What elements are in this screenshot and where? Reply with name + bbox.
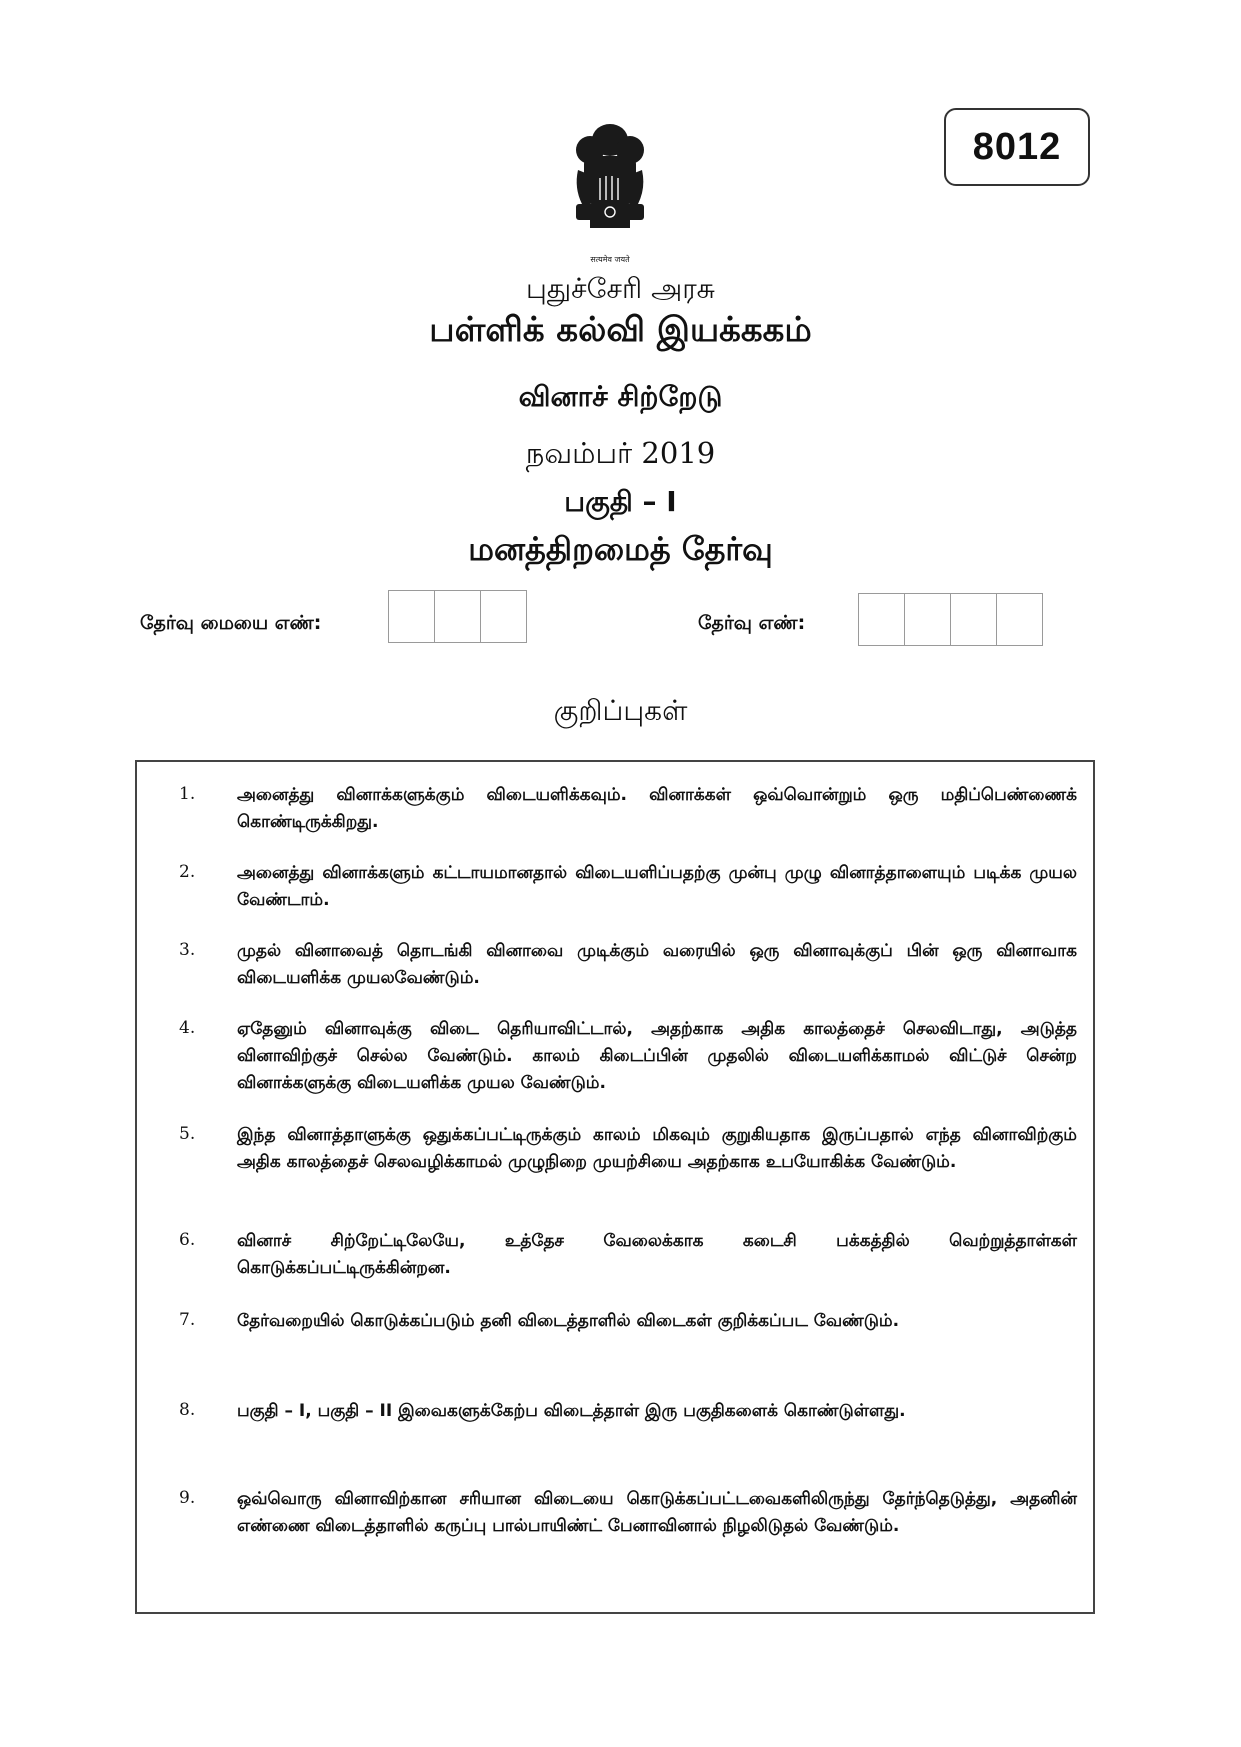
instruction-text: முதல் வினாவைத் தொடங்கி வினாவை முடிக்கும் வரையில் ஒரு வினாவுக்குப் பின் ஒரு வினாவாக விடையளிக்க முயலவேண்டும். — [237, 941, 1077, 988]
instruction-number: 4. — [179, 1018, 196, 1038]
instruction-text: அனைத்து வினாக்களுக்கும் விடையளிக்கவும். வினாக்கள் ஒவ்வொன்றும் ஒரு மதிப்பெண்ணைக் கொண்டிருக்கிறது. — [237, 785, 1077, 832]
instruction-number: 2. — [179, 862, 196, 882]
centre-number-box — [434, 590, 481, 643]
instruction-text: பகுதி – I, பகுதி – II இவைகளுக்கேற்ப விடைத்தாள் இரு பகுதிகளைக் கொண்டுள்ளது. — [237, 1401, 906, 1421]
booklet-title: வினாச் சிற்றேடு — [518, 380, 723, 413]
department-name: பள்ளிக் கல்வி இயக்ககம் — [429, 310, 812, 350]
instruction-text: இந்த வினாத்தாளுக்கு ஒதுக்கப்பட்டிருக்கும் காலம் மிகவும் குறுகியதாக இருப்பதால் எந்த வினாவிற்கும் அதிக காலத்தைச் செலவழிக்காமல் முழுநிறை முயற்சியை அதற்காக உபயோகிக்க வேண்டும். — [237, 1125, 1077, 1172]
instruction-number: 8. — [179, 1400, 196, 1420]
instruction-text: அனைத்து வினாக்களும் கட்டாயமானதால் விடையளிப்பதற்கு முன்பு முழு வினாத்தாளையும் படிக்க முயல வேண்டாம். — [237, 863, 1077, 910]
centre-number-box — [480, 590, 527, 643]
instruction-number: 9. — [179, 1488, 196, 1508]
instruction-text: ஒவ்வொரு வினாவிற்கான சரியான விடையை கொடுக்கப்பட்டவைகளிலிருந்து தேர்ந்தெடுத்து, அதனின் எண்ணை விடைத்தாளில் கருப்பு பால்பாயிண்ட் பேனாவினால் நிழலிடுதல் வேண்டும். — [237, 1489, 1077, 1536]
roll-number-box — [858, 593, 905, 646]
instruction-text: ஏதேனும் வினாவுக்கு விடை தெரியாவிட்டால், அதற்காக அதிக காலத்தைச் செலவிடாது, அடுத்த வினாவிற்குச் செல்ல வேண்டும். காலம் கிடைப்பின் முதலில் விடையளிக்காமல் விட்டுச் சென்ற வினாக்களுக்கு விடையளிக்க முயல வேண்டும். — [237, 1019, 1077, 1093]
government-name: புதுச்சேரி அரசு — [526, 272, 715, 305]
exam-date: நவம்பர் 2019 — [525, 436, 716, 470]
roll-number-label: தேர்வு எண்: — [698, 612, 806, 634]
centre-number-boxes — [388, 590, 526, 643]
instruction-number: 1. — [179, 784, 196, 804]
instruction-number: 3. — [179, 940, 196, 960]
centre-number-box — [388, 590, 435, 643]
exam-part: பகுதி – I — [564, 485, 677, 518]
roll-number-box — [950, 593, 997, 646]
instruction-number: 6. — [179, 1230, 196, 1250]
instruction-text: தேர்வறையில் கொடுக்கப்படும் தனி விடைத்தாளில் விடைகள் குறிக்கப்பட வேண்டும். — [237, 1311, 900, 1331]
exam-name: மனத்திறமைத் தேர்வு — [468, 530, 773, 568]
instruction-number: 5. — [179, 1124, 196, 1144]
roll-number-box — [904, 593, 951, 646]
roll-number-boxes — [858, 593, 1042, 646]
national-emblem-icon — [560, 118, 660, 268]
instruction-text: வினாச் சிற்றேட்டிலேயே, உத்தேச வேலைக்காக கடைசி பக்கத்தில் வெற்றுத்தாள்கள் கொடுக்கப்பட்டிருக்கின்றன. — [237, 1231, 1077, 1278]
paper-code-box — [944, 108, 1090, 186]
instruction-number: 7. — [179, 1310, 196, 1330]
notes-heading: குறிப்புகள் — [553, 694, 688, 727]
centre-number-label: தேர்வு மையை எண்: — [140, 612, 322, 634]
paper-code: 8012 — [972, 125, 1062, 168]
roll-number-box — [996, 593, 1043, 646]
emblem-motto: सत्यमेव जयते — [590, 255, 630, 264]
instructions-box — [135, 760, 1095, 1614]
